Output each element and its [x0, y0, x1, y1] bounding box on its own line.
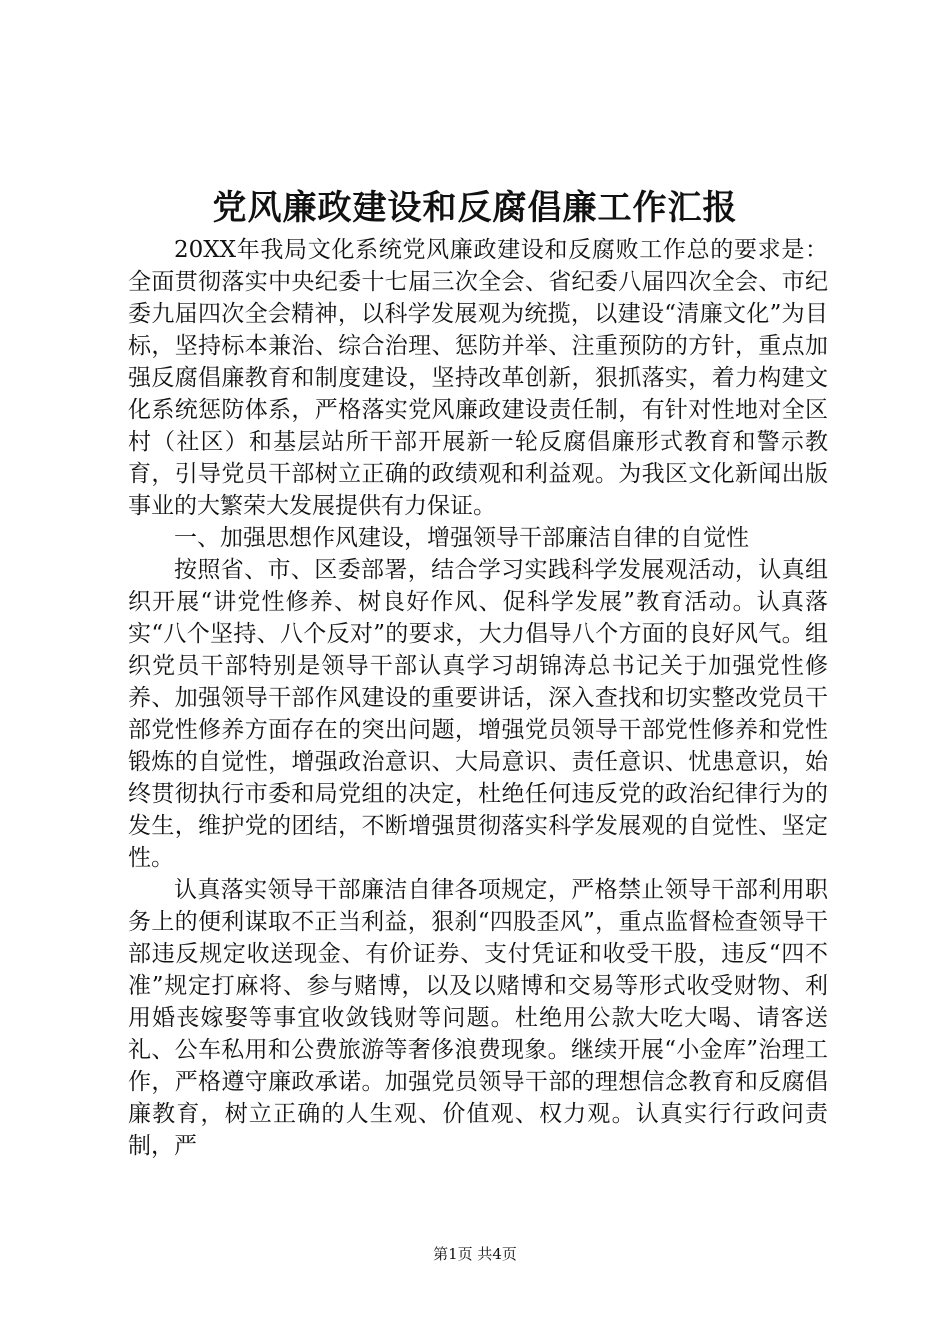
paragraph-section-1-b: 认真落实领导干部廉洁自律各项规定，严格禁止领导干部利用职务上的便利谋取不正当利益，狠刹“四股歪风”，重点监督检查领导干部违反规定收送现金、有价证券、支付凭证和收受干股，违反“四不准”规定打麻将、参与赌博，以及以赌博和交易等形式收受财物、利用婚丧嫁娶等事宜收敛钱财等问题。杜绝用公款大吃大喝、请客送礼、公车私用和公费旅游等奢侈浪费现象。继续开展“小金库”治理工作，严格遵守廉政承诺。加强党员领导干部的理想信念教育和反腐倡廉教育，树立正确的人生观、价值观、权力观。认真实行行政问责制，严: [128, 877, 828, 1159]
paragraph-intro: 20XX年我局文化系统党风廉政建设和反腐败工作总的要求是：全面贯彻落实中央纪委十七届三次全会、省纪委八届四次全会、市纪委九届四次全会精神，以科学发展观为统揽，以建设“清廉文化”为目标，坚持标本兼治、综合治理、惩防并举、注重预防的方针，重点加强反腐倡廉教育和制度建设，坚持改革创新，狠抓落实，着力构建文化系统惩防体系，严格落实党风廉政建设责任制，有针对性地对全区村（社区）和基层站所干部开展新一轮反腐倡廉形式教育和警示教育，引导党员干部树立正确的政绩观和利益观。为我区文化新闻出版事业的大繁荣大发展提供有力保证。: [128, 237, 828, 519]
document-title: 党风廉政建设和反腐倡廉工作汇报: [212, 188, 738, 228]
paragraph-section-1-a: 按照省、市、区委部署，结合学习实践科学发展观活动，认真组织开展“讲党性修养、树良好作风、促科学发展”教育活动。认真落实“八个坚持、八个反对”的要求，大力倡导八个方面的良好风气。组织党员干部特别是领导干部认真学习胡锦涛总书记关于加强党性修养、加强领导干部作风建设的重要讲话，深入查找和切实整改党员干部党性修养方面存在的突出问题，增强党员领导干部党性修养和党性锻炼的自觉性，增强政治意识、大局意识、责任意识、忧患意识，始终贯彻执行市委和局党组的决定，杜绝任何违反党的政治纪律行为的发生，维护党的团结，不断增强贯彻落实科学发展观的自觉性、坚定性。: [128, 557, 828, 871]
page-number-footer: 第1页 共4页: [433, 1245, 517, 1263]
section-heading-1: 一、加强思想作风建设，增强领导干部廉洁自律的自觉性: [174, 525, 749, 551]
document-body: [128, 234, 828, 1162]
